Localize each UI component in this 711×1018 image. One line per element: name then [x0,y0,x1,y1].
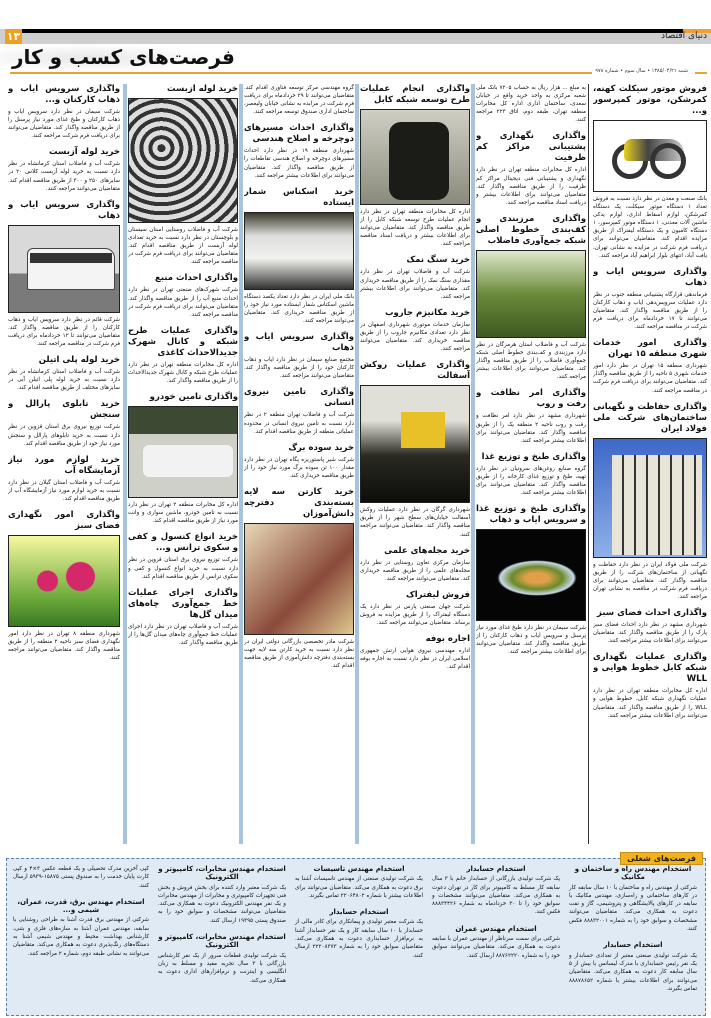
article-headline[interactable]: واگذاری امور خدمات شهری منطقه ۱۵ تهران [593,338,707,360]
article-body: شرکت شهرک‌های صنعتی تهران در نظر دارد احداث منبع آب را از طریق مناقصه واگذار کند. متقاضیان می‌توانند برای دریافت فرم شرکت در مناقصه مراجعه کنند. [128,287,238,318]
job-body: یک شرکت تولیدی بازرگانی از حسابدار خانم با ۳ سال سابقه کار مسلط به کامپیوتر برای کار در تهران دعوت به همکاری می‌کند. متقاضیان می‌توانند مشخصات و سوابق خود را تا ۳۰ خردادماه به شماره ۸۸۸۳۴۴۲۶ فکس کنند. [432,876,560,916]
minibus-photo [8,225,120,313]
article-body: شهرداری منطقه ۱۹ در نظر دارد احداث مسیرهای دوچرخه و اصلاح هندسی تقاطعات را از طریق مناقصه واگذار کند. متقاضیان می‌توانند برای اطلاعات بیشتر مراجعه کنند. [244,148,354,179]
job-headline[interactable]: استخدام مهندس تاسیسات [313,865,405,873]
title-rule-right [695,72,707,74]
article-headline[interactable]: واگذاری طبخ و توزیع غذا و سرویس ایاب و ذهاب [476,504,586,526]
article-body: اداره کل مخابرات منطقه تهران در نظر دارد عملیات نگهداری شبکه کابل، خطوط هوایی و WLL را از طریق مناقصه واگذار کند. متقاضیان می‌توانند برای اطلاعات بیشتر مراجعه کنند. [593,688,707,719]
building-photo [593,438,707,558]
article-body: شرکت توزیع نیروی برق استان قزوین در نظر دارد نسبت به خرید انواع کنسول و کفی و سکوی ترانس از طریق مناقصه اقدام کند. [128,557,238,580]
column-separator [588,84,589,844]
jobs-box-title: فرصت‌های شغلی [620,852,703,865]
article-body: شرکت آب و فاضلاب استان هرمزگان در نظر دارد مرزبندی و کف‌بندی خطوط اصلی شبکه جمع‌آوری فاضلاب را از طریق مناقصه واگذار کند. متقاضیان می‌توانند برای اطلاعات بیشتر مراجعه کنند. [476,341,586,381]
masthead-bar [0,29,711,44]
asphalt-machine-photo [360,385,470,503]
job-headline[interactable]: استخدام مهندس مخابرات، کامپیوتر و الکترونیک [158,933,286,950]
article-headline[interactable]: خرید لوله آزبست [167,84,238,94]
page-number: ۱۳ [6,30,21,43]
article-headline[interactable]: اجاره بوفه [425,634,470,645]
jobs-column [295,865,423,960]
article-headline[interactable]: خرید سوده برگ [288,442,354,453]
job-headline[interactable]: استخدام حسابدار [603,941,663,950]
article-body: مجتمع صنایع سیمان در نظر دارد ایاب و ذهاب کارکنان خود را از طریق مناقصه واگذار کند. متقاضیان می‌توانند مراجعه کنند. [244,357,354,380]
article-body: بانک ملی ایران در نظر دارد تعداد یکصد دستگاه ماشین اسکناس شمار ایستاده مورد نیاز خود را از طریق مناقصه خریداری کند. متقاضیان می‌توانند مراجعه کنند. [244,293,354,325]
article-headline[interactable]: خرید تابلوی پارالل و سنجش [8,399,120,421]
job-headline[interactable]: استخدام حسابدار [466,865,526,873]
article-headline[interactable]: واگذاری تامین نیروی انسانی [244,387,354,409]
pickup-car-photo [128,406,238,498]
article-headline[interactable]: واگذاری عملیات روکش آسفالت [360,360,470,382]
article-headline[interactable]: خرید مکانیزم جاروب [384,307,470,318]
article-headline[interactable]: خرید مجله‌های علمی [384,545,470,556]
article-headline[interactable]: واگذاری انجام عملیات طرح توسعه شبکه کابل [360,84,470,105]
article-body: شرکت آب و فاضلاب استان کرمانشاه در نظر دارد نسبت به خرید لوله پلی اتیلن آبی در سایزهای مختلف از طریق مناقصه اقدام کند. [8,369,120,392]
news-column-4 [244,84,354,844]
news-column-5 [128,84,238,844]
article-headline[interactable]: خرید انواع کنسول و کفی و سکوی ترانس و... [128,532,238,554]
article-headline[interactable]: واگذاری امور نگهداری فضای سبز [8,509,120,531]
article-headline[interactable]: واگذاری طبخ و توزیع غذا [481,451,586,462]
article-body: سازمان مرکزی تعاون روستایی در نظر دارد مجله‌های علمی را از طریق مناقصه خریداری کند. متقاضیان می‌توانند مراجعه کنند. [360,559,470,582]
article-body: شرکت آب و فاضلاب تهران منطقه ۲ در نظر دارد نسبت به تامین نیروی انسانی در محدوده عملیاتی منطقه از طریق مناقصه اقدام کند. [244,412,354,435]
article-body: سازمان خدمات موتوری شهرداری اصفهان در نظر دارد تعدادی مکانیزم جاروب را از طریق مناقصه خریداری کند. متقاضیان می‌توانند مراجعه کنند. [360,321,470,353]
article-body: شرکت آب و فاضلاب تهران در نظر دارد اجرای عملیات خط جمع‌آوری چاه‌های میدان گل‌ها را از طریق مناقصه واگذار کند. [128,623,238,646]
article-body: شرکت شیر پاستوریزه پگاه تهران در نظر دارد مقدار ۱۰۰ تن سوده برگ مورد نیاز خود را از طریق مناقصه خریداری کند. [244,456,354,479]
column-separator [355,84,359,844]
job-body: شرکتی از مهندس راه و ساختمان با ۱۰ سال سابقه کار در کارهای ساختمانی و راه‌سازی، مهندس مکانیک با سابقه در کارهای پالایشگاهی و پتروشیمی، گاز و نفت دعوت به همکاری می‌کند. متقاضیان می‌توانند مشخصات و سوابق خود را به شماره ۸۸۸۳۲۰۰۱ فکس کنند. [569,884,697,933]
job-body: شرکتی برای سمت سرناظر از مهندس عمران با سابقه دعوت به همکاری می‌کند. متقاضیان می‌توانند سوابق خود را به شماره ۸۸۷۶۲۲۲۰ ارسال کنند. [432,936,560,959]
jobs-column [158,865,286,985]
article-body: به مبلغ ... هزار ریال به حساب ۷۲۰۵ بانک ملی شعبه مرکزی به واحد خرید واقع در خیابان سعدی، ساختمان اداری اداره کل مخابرات منطقه تهران، طبقه دوم، اتاق ۲۲۳ مراجعه کنند. [476,85,586,124]
article-headline[interactable]: واگذاری تامین خودرو [149,392,238,403]
job-body: شرکتی از مهندس برق قدرت آشنا به طراحی روشنایی با سابقه، مهندس عمران آشنا به سازه‌های فلزی و بتنی، کارشناس بهداشت محیط و مهندس شیمی آشنا به دستگاه‌های رنگ‌پذیری دعوت به همکاری می‌کند. متقاضیان می‌توانند به نشانی طبقه دوم، شماره ۲ مراجعه کنند. [13,917,149,957]
cardboard-box-photo [244,523,354,635]
article-body: شرکت آب و فاضلاب استان گیلان در نظر دارد نسبت به خرید لوازم مورد نیاز آزمایشگاه آب از طریق مناقصه اقدام کند. [8,479,120,502]
article-body: بانک صنعت و معدن در نظر دارد نسبت به فروش تعداد ۱ دستگاه موتور سیکلت، یک دستگاه کمرشکن، لوازم اسقاط اداری، لوازم یدکی ماشین آلات معدنی، ۱ دستگاه موتور کمپرسور، ۱ دستگاه کامیون و یک دستگاه لیفتراک از طریق مزایده اقدام کند. متقاضیان می‌توانند برای دریافت فرم شرکت در مزایده به نشانی تهران، یافت آباد، انتهای بلوار ابراهیم آباد مراجعه کنند. [593,196,707,259]
article-body: شهرداری مشهد در نظر دارد احداث فضای سبز پارک را از طریق مناقصه واگذار کند. متقاضیان می‌توانند برای اطلاعات بیشتر مراجعه کنند. [593,622,707,645]
article-headline[interactable]: واگذاری نگهداری و پشتیبانی مراکز کم ظرفیت [476,131,586,164]
dateline: شنبه ۱۳۸۵/۰۴/۲۱ • سال سوم • شماره ۹۷۸ [592,68,691,74]
article-body: شهرداری منطقه ۱۵ تهران در نظر دارد امور خدمات شهری ۵ ناحیه را از طریق مناقصه واگذار کند. متقاضیان می‌توانند برای دریافت فرم شرکت در مناقصه مراجعه کنند. [593,363,707,394]
article-headline[interactable]: واگذاری حفاظت و نگهبانی ساختمان‌های شرکت ملی فولاد ایران [593,401,707,434]
article-body: شهرداری مشهد در نظر دارد امر نظافت و رفت و روب ناحیه ۲ منطقه یک را از طریق مناقصه واگذار کند. متقاضیان می‌توانند برای اطلاعات بیشتر مراجعه کنند. [476,413,586,444]
article-body: شرکت آب و فاضلاب تهران در نظر دارد مقداری سنگ نمک را از طریق مناقصه خریداری کند. متقاضیان می‌توانند برای اطلاعات بیشتر مراجعه کنند. [360,269,470,300]
column-separator [239,84,243,844]
article-headline[interactable]: خرید لوله پلی اتیلن [38,355,120,366]
article-body: اداره کل مخابرات منطقه تهران در نظر دارد عملیات طرح شبکه و کانال شهرک جدیدالاحداث را از طریق مناقصه واگذار کند. [128,361,238,385]
job-body: یک شرکت معتبر تولیدی و پیمانکاری برای کادر مالی از حسابدار با ۱۰ سال سابقه کار و یک نفر حسابدار آشنا به نرم‌افزار حسابداری دعوت به همکاری می‌کند. متقاضیان سوابق خود را به شماره ۲۲۲۰۸۳۷۳ ارسال کنند. [295,919,423,959]
asbestos-pipes-photo [128,98,238,223]
cable-spool-photo [360,109,470,205]
article-body: شرکت آب و فاضلاب روستایی استان سیستان و بلوچستان در نظر دارد نسبت به خرید تعدادی لوله آزبست از طریق مناقصه اقدام کند. متقاضیان می‌توانند برای دریافت فرم شرکت در مناقصه مراجعه کنند. [128,227,238,266]
article-body: اداره کل مخابرات منطقه تهران در نظر دارد انجام عملیات طرح توسعه شبکه کابل را از طریق مناقصه واگذار کند. متقاضیان می‌توانند برای اطلاعات بیشتر و دریافت اسناد مناقصه مراجعه کنند. [360,209,470,248]
column-separator [123,84,127,844]
article-headline[interactable]: فروش موتور سیکلت کهنه، کمرشکن، موتور کمپرسور و... [593,84,707,116]
jobs-column [569,865,697,993]
article-body: شرکت سیمان در نظر دارد طبخ غذای مورد نیاز پرسنل و سرویس ایاب و ذهاب کارکنان را از طریق مناقصه واگذار کند. متقاضیان می‌توانند برای اطلاعات بیشتر مراجعه کنند. [476,625,586,656]
job-headline[interactable]: استخدام حسابدار [329,908,389,917]
news-column-2 [476,84,586,844]
article-body: شهرداری منطقه ۸ تهران در نظر دارد امور نگهداری فضای سبز ناحیه ۲ منطقه را از طریق مناقصه واگذار کند. متقاضیان می‌توانند مراجعه کنند. [8,630,120,662]
article-headline[interactable]: واگذاری عملیات نگهداری شبکه کابل خطوط هوایی و WLL [593,652,707,685]
article-body: شرکت مادر تخصصی بازرگانی دولتی ایران در نظر دارد نسبت به خرید کارتن سه لایه جهت بسته‌بندی دفترچه دانش‌آموزی از طریق مناقصه اقدام کند. [244,638,354,670]
news-column-6 [8,84,120,844]
section-title: فرصت‌های کسب و کار [12,45,235,69]
jobs-column [13,865,149,958]
news-column-3 [360,84,470,844]
masthead-black-stripe [22,29,683,33]
banknote-counter-photo [244,212,354,290]
article-body: شرکت سیمان در نظر دارد سرویس ایاب و ذهاب کارکنان و طبخ غذای مورد نیاز پرسنل را از طریق مناقصه واگذار کند. متقاضیان می‌توانند برای دریافت فرم شرکت مراجعه کنند. [8,109,120,140]
jobs-column [432,865,560,960]
article-headline[interactable]: خرید لوازم مورد نیاز آزمایشگاه آب [8,454,120,476]
article-headline[interactable]: واگذاری سرویس ایاب و ذهاب [244,332,354,354]
article-body: شهرداری گرگان در نظر دارد عملیات روکش آسفالت خیابان‌های سطح شهر را از طریق مناقصه واگذار کند. متقاضیان می‌توانند مراجعه کنند. [360,507,470,538]
news-column-1 [593,84,707,850]
article-headline[interactable]: واگذاری امر نظافت و رفت و روب [476,388,586,410]
article-headline[interactable]: واگذاری مرزبندی و کف‌بندی خطوط اصلی شبکه جمع‌آوری فاضلاب [476,213,586,246]
article-headline[interactable]: واگذاری عملیات طرح شبکه و کانال شهرک جدیدالاحداث کاغذی [128,325,238,358]
article-headline[interactable]: خرید سنگ نمک [406,255,470,266]
article-headline[interactable]: واگذاری احداث منبع [155,273,238,284]
article-headline[interactable]: خرید اسکناس شمار ایستاده [244,186,354,208]
article-body: اداره کل مخابرات منطقه تهران در نظر دارد نگهداری و پشتیبانی فنی دیجیتال مراکز کم ظرفیت را از طریق مناقصه واگذار کند. متقاضیان می‌توانند برای اطلاعات بیشتر و دریافت اسناد مناقصه مراجعه کنند. [476,167,586,206]
job-headline[interactable]: استخدام مهندس برق، قدرت، عمران، شیمی و... [17,897,145,915]
article-headline[interactable]: واگذاری سرویس ایاب و ذهاب [593,266,707,288]
article-body: گروه صنایع روغن‌های سروتیان در نظر دارد تهیه، طبخ و توزیع غذای کارخانه را از طریق مناقصه واگذار کند. متقاضیان می‌توانند برای اطلاعات بیشتر مراجعه کنند. [476,465,586,497]
article-headline[interactable]: واگذاری اجرای عملیات خط جمع‌آوری چاه‌های میدان گل‌ها [128,587,238,620]
job-headline[interactable]: استخدام مهندس عمران [455,924,537,933]
article-headline[interactable]: واگذاری احداث مسیرهای دوچرخه و اصلاح هندسی [244,123,354,145]
article-headline[interactable]: واگذاری احداث فضای سبز [597,608,707,619]
food-photo [476,529,586,621]
garden-photo [476,250,586,338]
job-body: کپی آخرین مدرک تحصیلی و یک قطعه عکس ۳×۴ و کپی کارت پایان خدمت را به صندوق پستی ۱۵۸۷۵-۵۹۳۹ ارسال کنند. [13,866,149,889]
article-body: شرکت ملی فولاد ایران در نظر دارد حفاظت و نگهبانی از ساختمان‌های شرکت را از طریق مناقصه واگذار کند. متقاضیان می‌توانند برای دریافت فرم شرکت در مناقصه به نشانی تهران مراجعه کنند. [593,561,707,600]
article-headline[interactable]: خرید کارتن سه لایه بسته‌بندی دفترچه دانش‌آموزان [244,486,354,519]
article-body: اداره کل مخابرات منطقه ۲ تهران در نظر دارد نسبت به تامین خودرو، ماشین سواری و وانت مورد نیاز از طریق مناقصه اقدام کند. [128,502,238,525]
newspaper-logo: دنیای اقتصاد [661,31,707,41]
job-body: یک شرکت تولیدی صنعتی معتبر از تعدادی حسابدار و یک نفر رئیس حسابداری با مدرک لیسانس با بیش از ۵ سال سابقه کار دعوت به همکاری می‌کند. متقاضیان می‌توانند برای اطلاعات بیشتر با شماره ۸۸۸۷۸۶۵۲ تماس بگیرند. [569,952,697,992]
article-body: شرکت آب و فاضلاب استان کرمانشاه در نظر دارد نسبت به خرید لوله آزبست کلاس ۲۰ در سایزهای ۲۵۰ و ۳۰۰ از طریق مناقصه اقدام کند. متقاضیان می‌توانند مراجعه کنند. [8,161,120,192]
article-body: شرکت توزیع نیروی برق استان قزوین در نظر دارد نسبت به خرید تابلوهای پارالل و سنجش مورد نیاز خود از طریق مناقصه اقدام کند. [8,424,120,447]
article-body: شرکت جهان صنعتی پارس در نظر دارد یک دستگاه لیفتراک را از طریق مزایده به فروش برساند. متقاضیان می‌توانند مراجعه کنند. [360,603,470,627]
job-body: یک شرکت تولیدی صنعتی از مهندس تاسیسات آشنا به برق دعوت به همکاری می‌کند. متقاضیان می‌توانند برای اطلاعات بیشتر با شماره ۲۲۰۶۴۸۰۲ تماس بگیرند. [295,876,423,899]
article-headline[interactable]: خرید لوله آزبست [49,147,120,158]
job-body: یک شرکت تولیدی قطعات سرور از یک نفر کارشناس بازرگانی با ۳ سال تجربه مفید و مسلط به زبان انگلیسی و اینترنت و نرم‌افزارهای اداری دعوت به همکاری می‌کند. [158,952,286,984]
jobs-box [6,858,706,1016]
job-headline[interactable]: استخدام مهندس مخابرات، کامپیوتر و الکترونیک [158,865,286,882]
article-body: گروه مهندسی مرکز توسعه فناوری اقدام کند. متقاضیان می‌توانند تا ۲۹ خردادماه برای دریافت فرم شرکت در مزایده به نشانی خیابان ولیعصر، ساختمان اداری صندوق توسعه مراجعه کنند. [244,85,354,116]
article-body: فرماندهی قرارگاه پشتیبانی منطقه جنوب در نظر دارد عملیات سرویس‌دهی ایاب و ذهاب کارکنان را از طریق مناقصه واگذار کند. متقاضیان می‌توانند تا ۱۷ خردادماه برای دریافت فرم شرکت در مناقصه مراجعه کنند. [593,291,707,331]
article-body: شرکت قائم در نظر دارد سرویس ایاب و ذهاب کارکنان را از طریق مناقصه واگذار کند. متقاضیان می‌توانند تا ۱۲ خردادماه برای دریافت فرم شرکت در مناقصه مراجعه کنند. [8,316,120,348]
column-separator [471,84,475,844]
article-headline[interactable]: واگذاری سرویس ایاب و ذهاب [8,199,120,221]
greenery-photo [8,535,120,627]
job-body: یک شرکت معتبر وارد کننده برای بخش فروش و بخش فنی تجهیزات کامپیوتری و مخابرات از مهندس مخابرات و یک نفر مهندس الکترونیک دعوت به همکاری می‌کند. متقاضیان می‌توانند مشخصات و سوابق خود را به صندوق پستی ۱۹۳۹۵ ارسال کنند. [158,884,286,924]
job-headline[interactable]: استخدام مهندس راه و ساختمان و مکانیک [574,865,692,882]
article-headline[interactable]: فروش لیفتراک [406,589,470,600]
title-rule [10,72,630,74]
article-headline[interactable]: واگذاری سرویس ایاب و ذهاب کارکنان و... [8,84,120,105]
motorcycle-photo [593,120,707,192]
article-body: اداره مهندسی نیروی هوایی ارتش جمهوری اسلامی ایران در نظر دارد نسبت به اجاره بوفه اقدام کند. [360,648,470,671]
